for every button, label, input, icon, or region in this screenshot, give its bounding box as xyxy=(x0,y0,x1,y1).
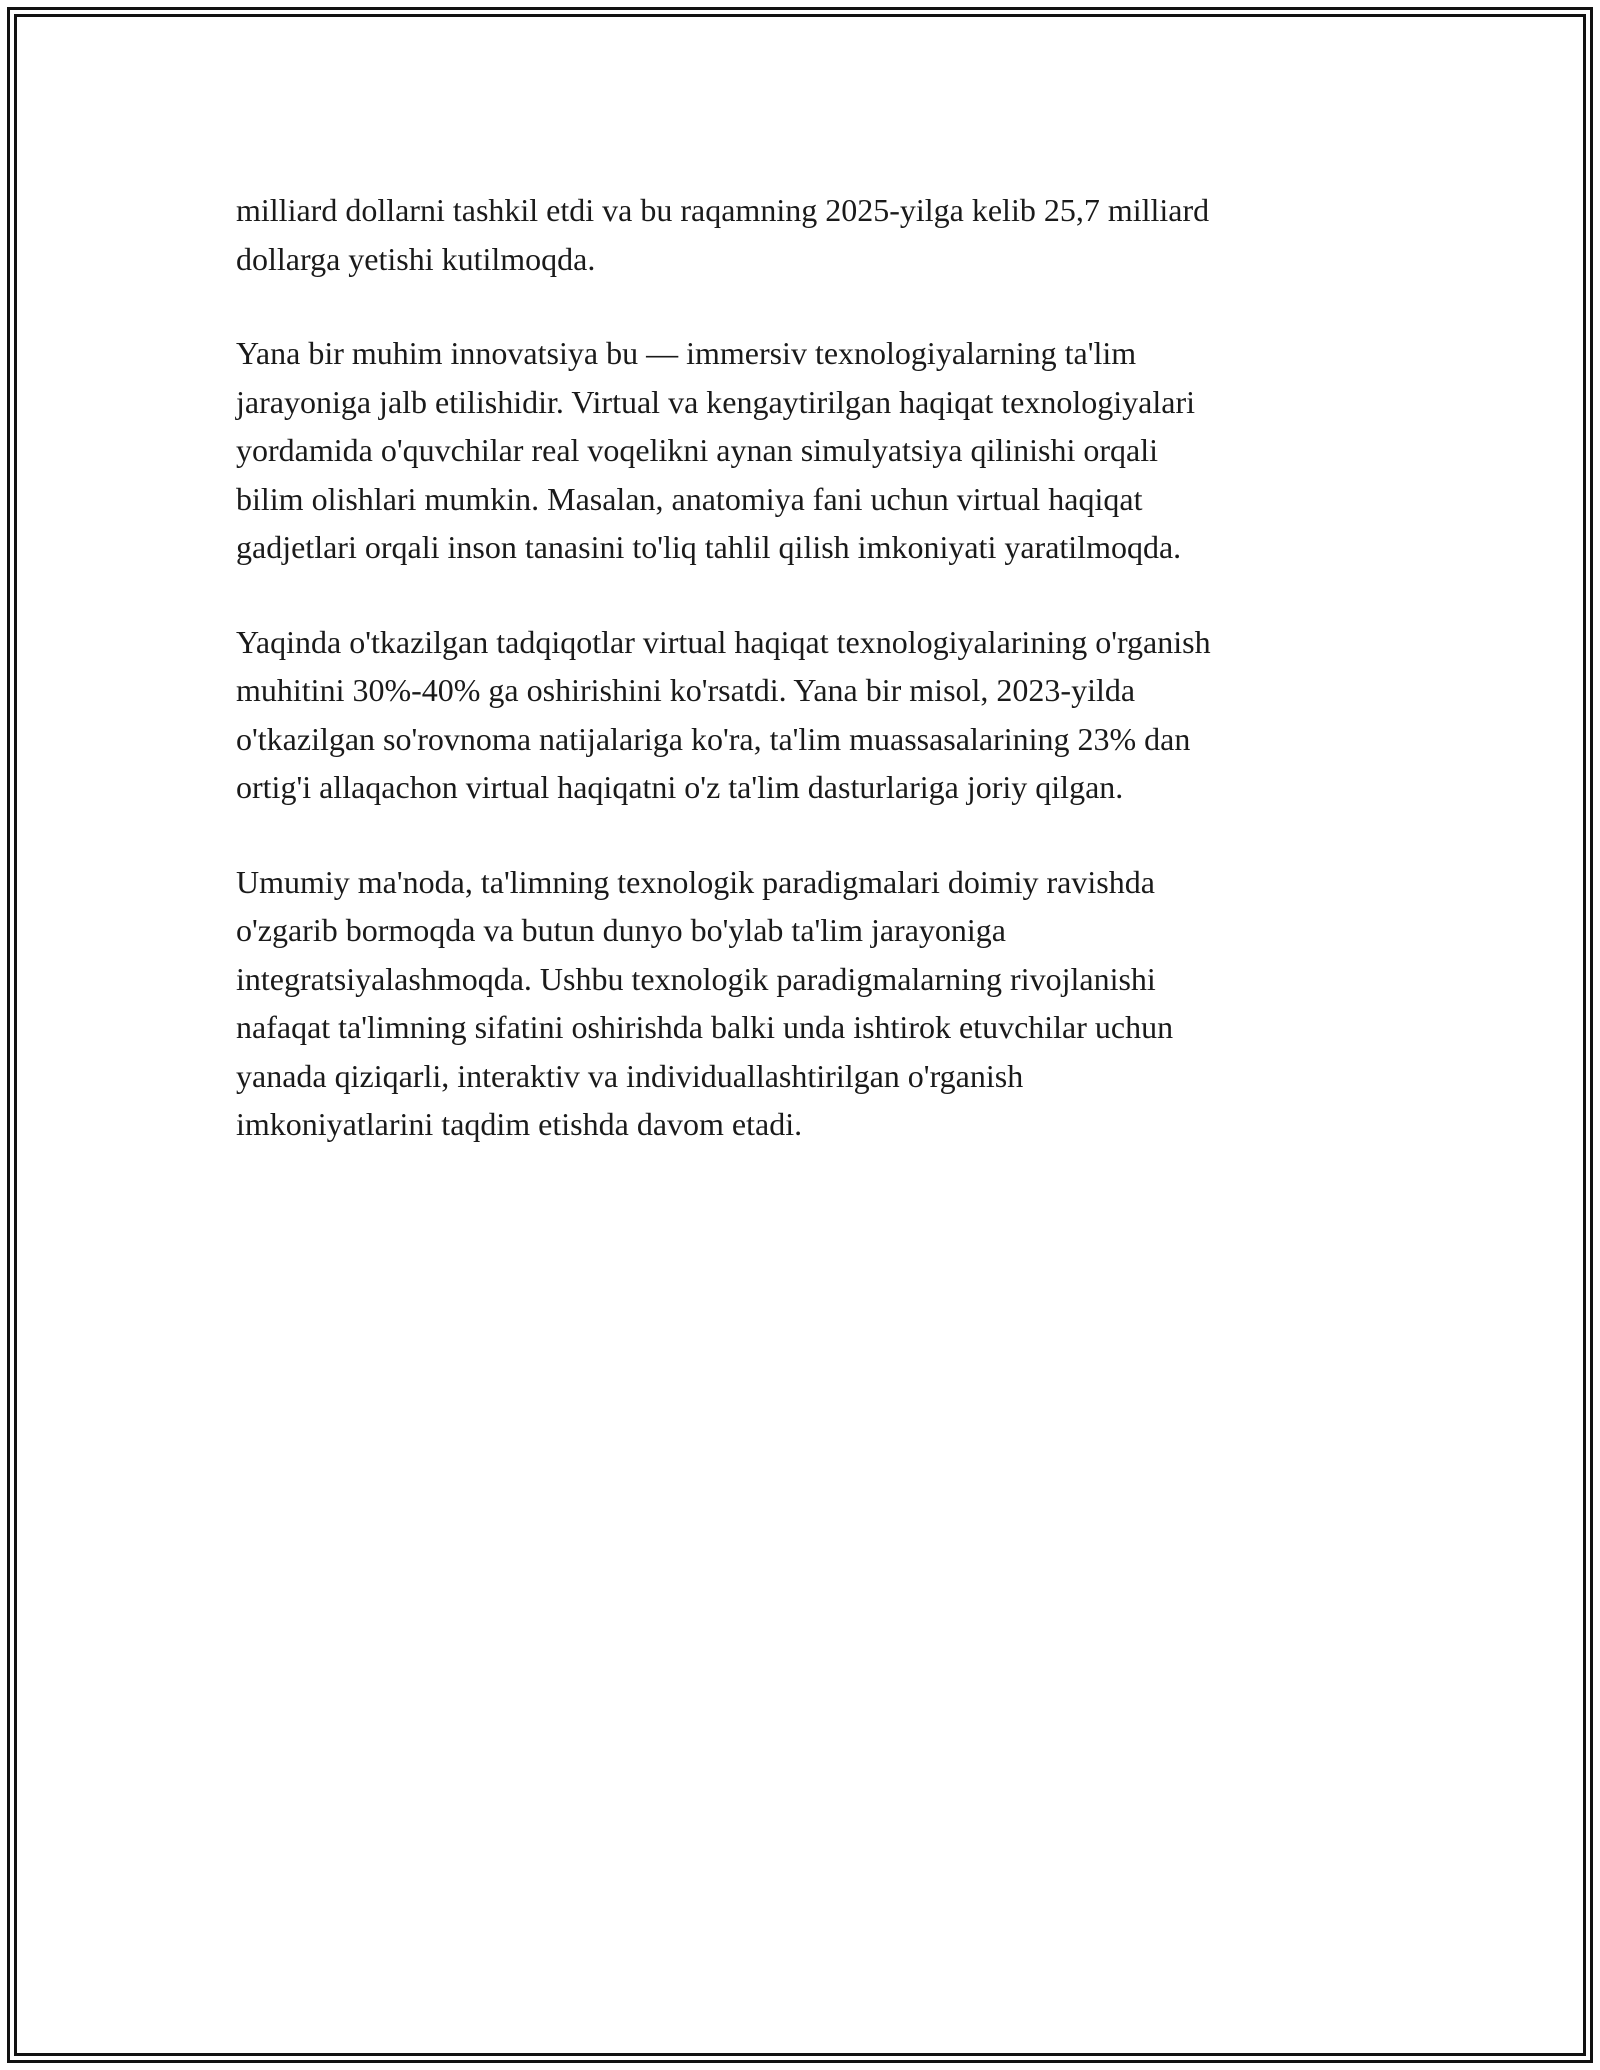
document-body xyxy=(236,186,1366,1195)
paragraph-conclusion: Umumiy ma'noda, ta'limning texnologik paradigmalari doimiy ravishda o'zgarib bormoqda va butun dunyo bo'ylab ta'lim jarayoniga integratsiyalashmoqda. Ushbu texnologik paradigmalarning rivojlanishi nafaqat ta'limning sifatini oshirishda balki unda ishtirok etuvchilar uchun yanada qiziqarli, interaktiv va individuallashtirilgan o'rganish imkoniyatlarini taqdim etishda davom etadi. xyxy=(236,863,1174,1142)
paragraph-market-forecast: milliard dollarni tashkil etdi va bu raqamning 2025-yilga kelib 25,7 milliard dollarga yetishi kutilmoqda. xyxy=(236,192,1210,277)
paragraph-immersive-technologies: Yana bir muhim innovatsiya bu — immersiv texnologiyalarning ta'lim jarayoniga jalb etilishidir. Virtual va kengaytirilgan haqiqat texnologiyalari yordamida o'quvchilar real voqelikni aynan simulyatsiya qilinishi orqali bilim olishlari mumkin. Masalan, anatomiya fani uchun virtual haqiqat gadjetlari orqali inson tanasini to'liq tahlil qilish imkoniyati yaratilmoqda. xyxy=(236,335,1195,565)
paragraph-vr-research: Yaqinda o'tkazilgan tadqiqotlar virtual haqiqat texnologiyalarining o'rganish muhitini 30%-40% ga oshirishini ko'rsatdi. Yana bir misol, 2023-yilda o'tkazilgan so'rovnoma natijalariga ko'ra, ta'lim muassasalarining 23% dan ortig'i allaqachon virtual haqiqatni o'z ta'lim dasturlariga joriy qilgan. xyxy=(236,623,1211,805)
